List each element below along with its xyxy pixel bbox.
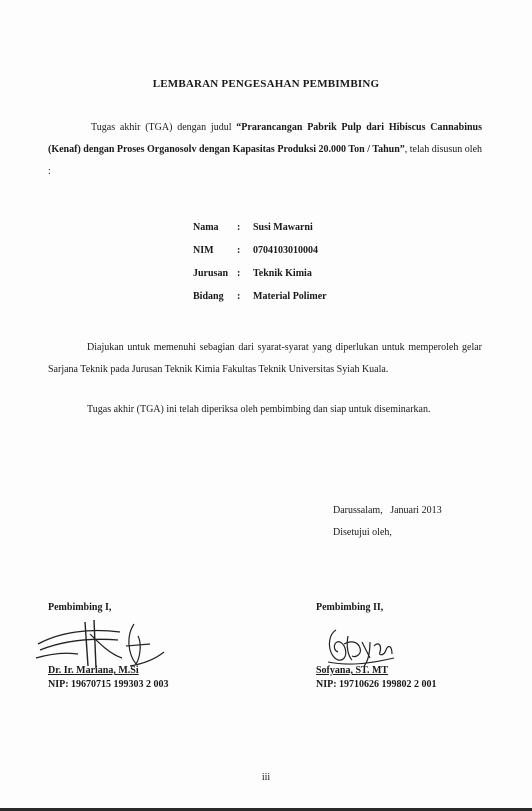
info-label: Nama [193, 222, 219, 233]
info-colon: : [237, 245, 241, 256]
student-info-table [193, 216, 327, 308]
supervisor1-name: Dr. Ir. Mariana, M.Si [48, 665, 139, 676]
approved-by: Disetujui oleh, [333, 527, 392, 538]
paragraph-purpose [48, 337, 482, 381]
page-title: LEMBARAN PENGESAHAN PEMBIMBING [152, 78, 380, 90]
paragraph-purpose-text: Diajukan untuk memenuhi sebagian dari syarat-syarat yang diperlukan untuk memperoleh gelar Sarjana Teknik pada Jurusan Teknik Kimia Fakultas Teknik Universitas Syiah Kuala. [48, 342, 482, 375]
info-row-jurusan [193, 262, 327, 285]
intro-suffix: , telah disusun oleh : [48, 144, 483, 177]
info-colon: : [237, 268, 241, 279]
supervisor2-nip: NIP: 19710626 199802 2 001 [316, 679, 437, 690]
info-value: 0704103010004 [253, 245, 318, 256]
place-date: Darussalam, Januari 2013 [333, 505, 442, 516]
info-label: Jurusan [193, 268, 229, 279]
info-value: Susi Mawarni [253, 222, 313, 233]
page-number: iii [261, 772, 271, 783]
approval-block [333, 500, 442, 544]
info-colon: : [237, 291, 241, 302]
supervisor1-nip: NIP: 19670715 199303 2 003 [48, 679, 169, 690]
info-row-bidang [193, 285, 327, 308]
info-row-nim [193, 239, 327, 262]
supervisor2-signature [318, 622, 398, 668]
info-label: Bidang [193, 291, 224, 302]
supervisor2-title: Pembimbing II, [316, 602, 384, 613]
paragraph-review [48, 399, 482, 421]
info-value: Material Polimer [253, 291, 327, 302]
info-label: NIM [193, 245, 214, 256]
info-value: Teknik Kimia [253, 268, 312, 279]
info-row-name [193, 216, 327, 239]
intro-prefix: Tugas akhir (TGA) dengan judul [91, 122, 237, 133]
info-colon: : [237, 222, 241, 233]
intro-paragraph [48, 117, 482, 183]
paragraph-review-text: Tugas akhir (TGA) ini telah diperiksa oleh pembimbing dan siap untuk diseminarkan. [87, 404, 431, 415]
supervisor1-title: Pembimbing I, [48, 602, 112, 613]
supervisor2-name: Sofyana, ST. MT [316, 665, 389, 676]
thesis-title: “Prarancangan Pabrik Pulp dari Hibiscus Cannabinus (Kenaf) dengan Proses Organosolv dengan Kapasitas Produksi 20.000 Ton / Tahun” [48, 122, 482, 155]
